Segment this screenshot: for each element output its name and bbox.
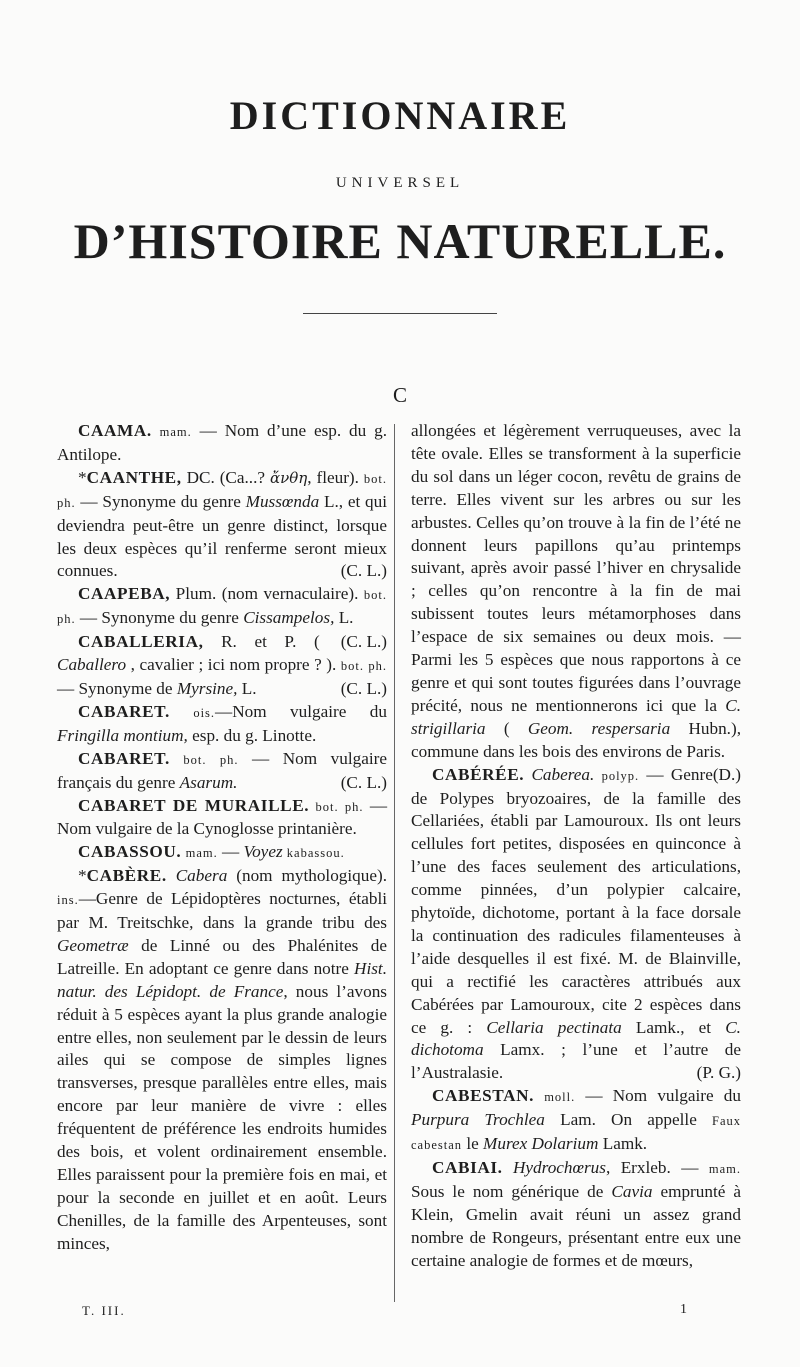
group-name: Geometræ <box>57 935 129 955</box>
entry-caama <box>57 420 387 467</box>
species-name: C. dichotoma <box>411 1017 741 1060</box>
entry-text: le <box>462 1134 484 1154</box>
species-name: Fringilla montium, <box>57 725 188 745</box>
genus-name: Cabera <box>175 866 228 886</box>
entry-text: — Nom vulgaire français du genre <box>57 748 387 792</box>
entry-text: Lam. On appelle <box>544 1110 712 1130</box>
headword: CABESTAN. <box>432 1086 535 1106</box>
entry-cabaret-ois <box>57 701 387 748</box>
new-mark: * <box>78 866 87 886</box>
signature-mark: 1 <box>680 1302 687 1317</box>
dictionary-subtitle: UNIVERSEL <box>335 175 465 191</box>
category: bot. ph. <box>315 799 364 814</box>
headword: CABIAI. <box>432 1158 503 1177</box>
entry-text: — <box>217 842 244 862</box>
section-letter: C <box>392 383 407 407</box>
entry-text: , Erxleb. — <box>605 1158 709 1177</box>
entry-text: L., et qui deviendra peut-être un genre distinct, lorsque les deux espèces qu’il renferme seront mieux connues. <box>57 491 387 581</box>
cross-reference: kabassou. <box>282 846 345 861</box>
category: bot. ph. <box>57 588 387 627</box>
cross-reference-label: Voyez <box>243 842 283 862</box>
entry-text: — Nom d’une esp. du g. Antilope. <box>57 421 387 464</box>
synonym-name: Geom. respersaria <box>527 718 671 738</box>
entry-text: esp. du g. Linotte. <box>187 725 317 745</box>
headword: CAAMA. <box>78 421 152 440</box>
category: moll. <box>544 1090 576 1105</box>
entry-text: , cavalier ; ici nom propre ? ). <box>126 655 341 675</box>
entry-text: —Genre de Lépidoptères nocturnes, établi par M. Treitschke, dans la grande tribu des <box>57 889 387 933</box>
right-column <box>411 420 741 1273</box>
entry-text: , fleur). <box>307 467 364 487</box>
genus-name: Cavia <box>611 1181 653 1201</box>
author-initials: (C. L.) <box>340 561 387 581</box>
genus-name: Cissampelos, <box>243 608 335 628</box>
species-name: Cellaria pectinata <box>486 1017 622 1037</box>
author-initials: (P. G.) <box>696 1063 741 1083</box>
entry-cabiai <box>411 1157 741 1273</box>
category: ois. <box>193 705 216 720</box>
dictionary-title: DICTIONNAIRE <box>229 93 571 138</box>
entry-text: allongées et légèrement verruqueuses, avec la tête ovale. Elles se transforment à la superficie du sol dans un léger cocon, revêtu de grains de terre. Elles vivent sur les arbres ou sur les arbustes. Celles qu’on trouve à la fin de l’été ne donnent leurs papillons qu’au printemps suivant, après avoir passé l’hiver en chrysalide ; celles qu’on rencontre à la fin de mai subissent toutes leurs métamorphoses dans l’espace de six semaines ou deux mois. — Parmi les 5 espèces que nous rapportons à ce genre et qui sont toutes figurées dans l’ouvrage précité, nous ne mentionnerons ici que la <box>411 421 741 715</box>
entry-text: emprunté à Klein, Gmelin avait réuni un assez grand nombre de Rongeurs, présentant entre eux une certaine analogie de formes et de mœurs, <box>411 1181 741 1270</box>
category: mam. <box>159 425 192 439</box>
entry-text: — Nom vulgaire de la Cynoglosse printanière. <box>57 795 387 839</box>
entry-cabassou <box>57 841 387 865</box>
entry-text: Plum. (nom vernaculaire). <box>170 584 364 604</box>
author-initials: (C. L.) <box>340 678 387 698</box>
headword: CABARET. <box>78 701 170 721</box>
species-name: Purpura Trochlea <box>411 1110 545 1130</box>
book-title: Hist. natur. des Lépidopt. de France <box>57 958 387 1001</box>
headword: CABARET. <box>78 748 170 768</box>
category: mam. <box>708 1162 741 1176</box>
headword: CABASSOU. <box>78 842 182 862</box>
title-rule <box>303 313 497 314</box>
author-initials: (D.) <box>712 764 741 784</box>
genus-name: Asarum. <box>179 772 238 792</box>
category: ins. <box>57 893 79 908</box>
entry-text: Sous le nom générique de <box>411 1181 612 1201</box>
entry-caanthe <box>57 467 387 584</box>
entry-text: — Synonyme de <box>57 678 177 698</box>
entry-text: — Synonyme du genre <box>75 608 244 628</box>
headword: CAAPEBA, <box>78 584 171 604</box>
entry-text: ( <box>485 718 528 738</box>
volume-number: T. III. <box>82 1303 126 1318</box>
entry-cabere <box>57 865 387 1255</box>
category: bot. ph. <box>183 752 239 767</box>
category: mam. <box>185 846 218 861</box>
greek-word: ἄνθη <box>269 468 308 487</box>
entry-text: Hubn.), commune dans les bois des environs de Paris. <box>411 718 742 761</box>
entry-text: (nom mythologique). <box>227 866 388 886</box>
entry-caberee <box>411 764 741 1086</box>
entry-cabaret-de-muraille <box>57 795 387 842</box>
entry-text: — Nom vulgaire du <box>575 1086 741 1106</box>
entry-text: —Nom vulgaire du <box>215 701 387 721</box>
author-initials: (C. L.) <box>340 772 387 792</box>
dictionary-subject: D’HISTOIRE NATURELLE. <box>73 213 727 269</box>
category: bot. ph. <box>57 471 388 510</box>
genus-name: Caberea. <box>531 764 595 784</box>
entry-cabestan <box>411 1085 741 1157</box>
genus-name: Myrsine, <box>176 678 238 698</box>
new-mark: * <box>78 467 87 487</box>
entry-text: Lamx. ; l’une et l’autre de l’Australasie. <box>411 1040 741 1083</box>
entry-text: , nous l’avons réduit à 5 espèces ayant la plus grande analogie entre elles, non seulement par le dessin de leurs ailes qui se compose de simples lignes transverses, presque parallèles entre elles, mais encore par leur manière de vivre : elles fréquentent de préférence les endroits humides des bois, et volent ordinairement ensemble. Elles paraissent pour la première fois en mai, et pour la seconde en juillet et en août. Leurs Chenilles, de la famille des Arpenteuses, sont minces, <box>57 981 387 1253</box>
species-name: Murex Dolarium <box>483 1134 599 1154</box>
entry-text: L. <box>237 678 257 698</box>
entry-text: de Linné ou des Phalénites de Latreille. En adoptant ce genre dans notre <box>57 935 387 978</box>
genus-name: Hydrochœrus <box>513 1158 606 1177</box>
entry-text: R. et P. ( <box>203 632 320 652</box>
entry-text: — Synonyme du genre <box>75 491 246 511</box>
headword: CAANTHE, <box>86 467 182 487</box>
entry-text: Lamk., et <box>621 1017 726 1037</box>
entry-text: L. <box>334 608 354 628</box>
entry-text: Lamk. <box>598 1134 648 1154</box>
genus-name: Mussœnda <box>245 491 320 511</box>
entry-text: DC. (Ca...? <box>181 467 270 487</box>
headword: CABARET DE MURAILLE. <box>78 795 310 815</box>
entry-text: — Genre de Polypes bryozoaires, de la famille des Cellariées, établi par Lamouroux. Ils ont leurs cellules fort petites, disposées en quinconce à l’une des faces seulement des articulations, comme pinnées, d’un polypier calcaire, phytoïde, dichotome, portant à la face dorsale la continuation des radicules filamenteuses à l’aide desquelles il est fixé. M. de Blainville, qui a rectifié les caractères attribués aux Cabérées par Lamouroux, cite 2 espèces dans ce g. : <box>411 764 741 1037</box>
category: bot. ph. <box>340 659 387 674</box>
headword: CABÉRÉE. <box>432 764 525 784</box>
word-origin: Caballero <box>57 655 127 675</box>
entry-cabaret-bot <box>57 748 387 795</box>
headword: CABALLERIA, <box>78 632 204 652</box>
column-divider <box>394 424 395 1302</box>
category: polyp. <box>601 768 640 783</box>
left-column <box>57 420 387 1256</box>
vernacular-name: Faux cabestan <box>411 1114 741 1153</box>
headword: CABÈRE. <box>86 866 167 886</box>
author-initials: (C. L.) <box>340 632 387 652</box>
species-name: C. strigillaria <box>411 695 741 738</box>
